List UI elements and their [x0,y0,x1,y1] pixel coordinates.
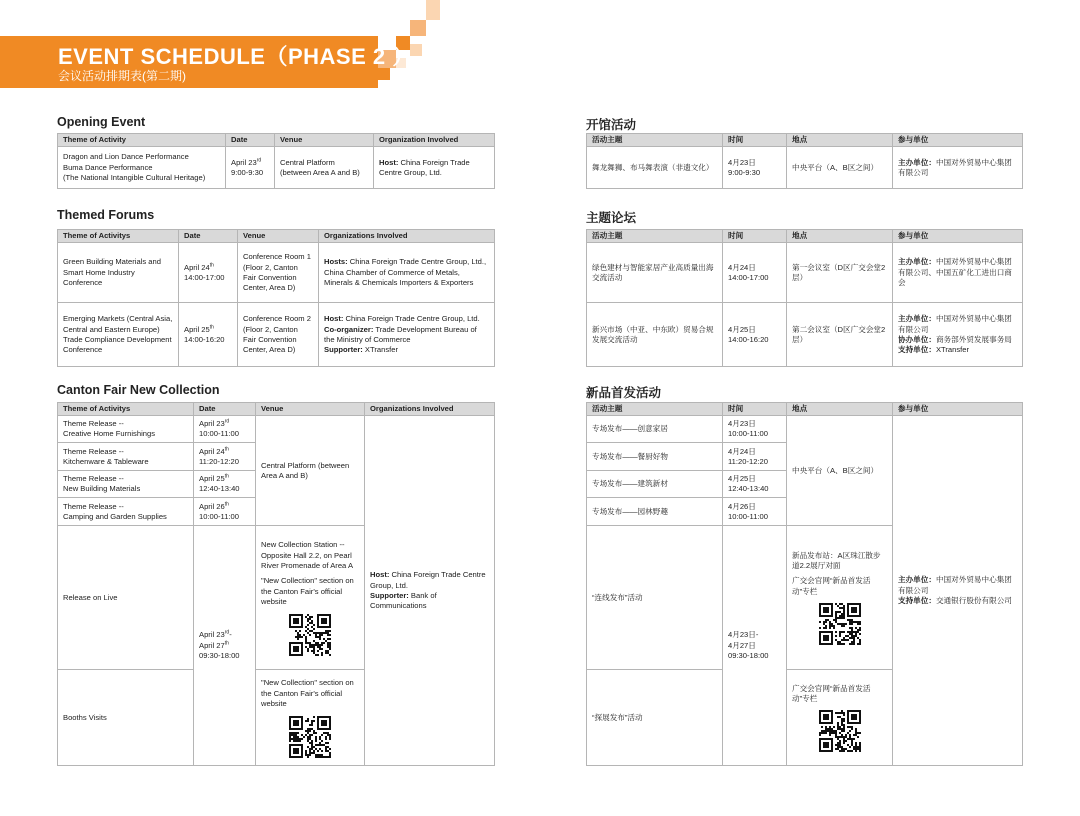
date-cell: April 23rd 10:00-11:00 [194,416,256,443]
table-row [587,416,1023,443]
cn-forums-table [586,229,1023,367]
table-row [58,416,495,443]
venue-cell: Conference Room 2 (Floor 2, Canton Fair Convention Center, Area D) [238,303,319,367]
page-title: EVENT SCHEDULE（PHASE 2 ） [58,44,415,69]
new-collection-table [57,402,495,766]
col-header: 时间 [723,134,787,147]
title-banner [0,36,415,88]
table-row [587,243,1023,303]
col-header: Venue [256,403,365,416]
date-cell: 4月24日 11:20-12:20 [723,443,787,471]
venue-cell: 第二会议室（D区广交会堂2层） [787,303,893,367]
cn-forums-title: 主题论坛 [586,211,637,225]
col-header: Venue [275,134,374,147]
col-header: Venue [238,230,319,243]
theme-cell: Theme Release -- Kitchenware & Tableware [58,443,194,471]
col-header: 参与单位 [893,403,1023,416]
venue-cell: 中央平台（A、B区之间） [787,147,893,189]
venue-cell: 第一会议室（D区广交会堂2层） [787,243,893,303]
theme-cell: Theme Release -- Camping and Garden Supplies [58,498,194,526]
date-cell: 4月23日 10:00-11:00 [723,416,787,443]
venue-cell: Central Platform (between Area A and B) [275,147,374,189]
date-cell: 4月26日 10:00-11:00 [723,498,787,526]
qr-code-icon[interactable] [819,710,861,752]
theme-cell: 专场发布——园林野趣 [587,498,723,526]
col-header: Organization Involved [374,134,495,147]
theme-cell: Booths Visits [58,670,194,766]
cn-newcol-table [586,402,1023,766]
col-header: Theme of Activitys [58,230,179,243]
theme-cell: Theme Release -- New Building Materials [58,471,194,498]
date-cell: April 23rd 9:00-9:30 [226,147,275,189]
theme-cell: 专场发布——创意家居 [587,416,723,443]
date-cell: 4月25日 14:00-16:20 [723,303,787,367]
theme-cell: Theme Release -- Creative Home Furnishings [58,416,194,443]
venue-cell: New Collection Station -- Opposite Hall 2.2, on Pearl River Promenade of Area A "New Collection" section on the Canton Fair's official website [256,526,365,670]
venue-cell: Central Platform (between Area A and B) [256,416,365,526]
col-header: 时间 [723,230,787,243]
theme-cell: “探展发布”活动 [587,670,723,766]
col-header: 活动主题 [587,134,723,147]
venue-cell: "New Collection" section on the Canton Fair's official website [256,670,365,766]
date-cell: 4月24日 14:00-17:00 [723,243,787,303]
org-cell: 主办单位：中国对外贸易中心集团有限公司 协办单位：商务部外贸发展事务局 支持单位：XTransfer [893,303,1023,367]
date-cell: April 24th 11:20-12:20 [194,443,256,471]
col-header: 活动主题 [587,403,723,416]
venue-cell: Conference Room 1 (Floor 2, Canton Fair Convention Center, Area D) [238,243,319,303]
date-cell: April 23rd- April 27th 09:30-18:00 [194,526,256,766]
col-header: 地点 [787,134,893,147]
org-cell: 主办单位：中国对外贸易中心集团有限公司 [893,147,1023,189]
cn-opening-table [586,133,1023,189]
theme-cell: “连线发布”活动 [587,526,723,670]
theme-cell: 专场发布——建筑新材 [587,471,723,498]
col-header: 地点 [787,230,893,243]
col-header: Organizations Involved [319,230,495,243]
date-cell: 4月23日 9:00-9:30 [723,147,787,189]
col-header: Theme of Activitys [58,403,194,416]
col-header: 活动主题 [587,230,723,243]
venue-cell: 新品发布站：A区珠江散步道2.2展厅对面 广交会官网“新品首发活动”专栏 [787,526,893,670]
themed-forums-title: Themed Forums [57,208,155,222]
org-cell: Host: China Foreign Trade Centre Group, Ltd. Co-organizer: Trade Development Bureau of the Ministry of Commerce Supporter: XTransfer [319,303,495,367]
date-cell: 4月23日- 4月27日 09:30-18:00 [723,526,787,766]
col-header: 参与单位 [893,230,1023,243]
org-cell: Host: China Foreign Trade Centre Group, Ltd. Supporter: Bank of Communications [365,416,495,766]
theme-cell: Emerging Markets (Central Asia, Central and Eastern Europe) Trade Compliance Development Conference [58,303,179,367]
org-cell: 主办单位：中国对外贸易中心集团有限公司、中国五矿化工进出口商会 [893,243,1023,303]
deco-square [410,20,426,36]
theme-cell: Green Building Materials and Smart Home Industry Conference [58,243,179,303]
table-row [58,147,495,189]
col-header: Date [226,134,275,147]
theme-cell: Dragon and Lion Dance Performance Buma Dance Performance (The National Intangible Cultural Heritage) [58,147,226,189]
table-row [58,243,495,303]
col-header: Date [194,403,256,416]
col-header: 时间 [723,403,787,416]
page-subtitle: 会议活动排期表(第二期) [58,69,186,83]
theme-cell: 专场发布——餐厨好物 [587,443,723,471]
opening-event-title: Opening Event [57,115,146,129]
table-row [58,303,495,367]
opening-event-table [57,133,495,189]
qr-code-icon[interactable] [819,603,861,645]
theme-cell: Release on Live [58,526,194,670]
table-row [587,147,1023,189]
qr-code-icon[interactable] [289,716,331,758]
theme-cell: 舞龙舞狮、布马舞表演（非遗文化） [587,147,723,189]
new-collection-title: Canton Fair New Collection [57,383,220,397]
date-cell: April 26th 10:00-11:00 [194,498,256,526]
cn-newcol-title: 新品首发活动 [586,386,662,400]
org-cell: 主办单位：中国对外贸易中心集团有限公司 支持单位：交通银行股份有限公司 [893,416,1023,766]
table-row [587,303,1023,367]
org-cell: Host: China Foreign Trade Centre Group, Ltd. [374,147,495,189]
venue-cell: 中央平台（A、B区之间） [787,416,893,526]
col-header: Date [179,230,238,243]
col-header: 地点 [787,403,893,416]
theme-cell: 新兴市场（中亚、中东欧）贸易合规发展交流活动 [587,303,723,367]
theme-cell: 绿色建材与智能家居产业高质量出海交流活动 [587,243,723,303]
date-cell: April 25th 14:00-16:20 [179,303,238,367]
venue-cell: 广交会官网“新品首发活动”专栏 [787,670,893,766]
org-cell: Hosts: China Foreign Trade Centre Group, Ltd., China Chamber of Commerce of Metals, Minerals & Chemicals Importers & Exporters [319,243,495,303]
deco-square [426,0,440,20]
cn-opening-title: 开馆活动 [586,118,637,132]
col-header: Organizations Involved [365,403,495,416]
col-header: 参与单位 [893,134,1023,147]
col-header: Theme of Activity [58,134,226,147]
date-cell: April 24th 14:00-17:00 [179,243,238,303]
date-cell: 4月25日 12:40-13:40 [723,471,787,498]
date-cell: April 25th 12:40-13:40 [194,471,256,498]
themed-forums-table [57,229,495,367]
qr-code-icon[interactable] [289,614,331,656]
